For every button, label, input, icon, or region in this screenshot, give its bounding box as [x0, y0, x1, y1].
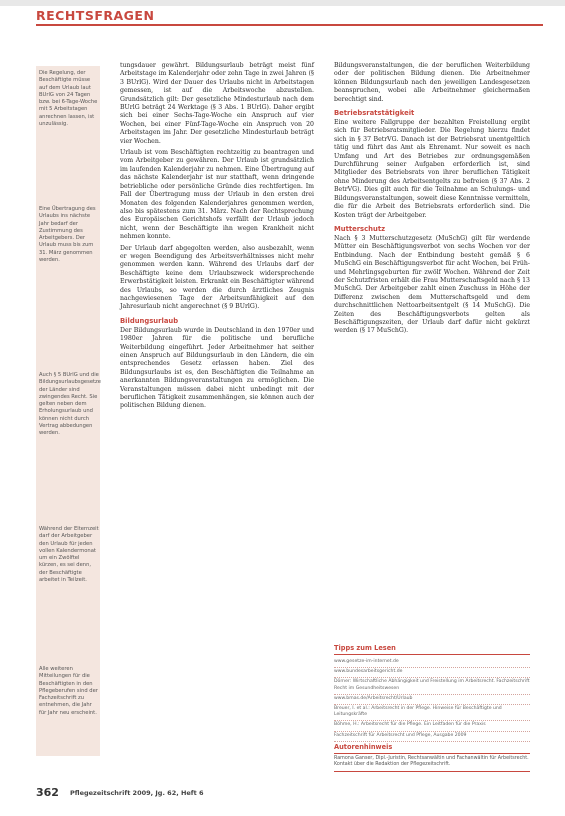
heading-betriebsratstaetigkeit: Betriebsratstätigkeit: [334, 109, 415, 118]
author-note-text: Ramona Ganser, Dipl.-Juristin, Rechtsanwältin und Fachanwältin für Arbeitsrecht. Kontakt über die Redaktion der Pflegezeitschrift.: [334, 756, 530, 772]
reading-tip-item[interactable]: www.bmas.de/Arbeitsrecht/Urlaub: [334, 695, 530, 705]
author-note-title: Autorenhinweis: [334, 743, 530, 754]
margin-note-1: Die Regelung, der Beschäftigte müsse auf dem Urlaub laut BUrlG von 24 Tagen bzw. bei 6-Tage-Woche mit 5 Arbeitstagen anrechnen lassen, ist unzulässig.: [39, 70, 98, 128]
paragraph: Eine weitere Fallgruppe der bezahlten Freistellung ergibt sich für Betriebsratsmitglieder. Die Regelung hierzu findet sich in § 37 BetrVG. Danach ist der Betriebsrat unentgeltlich tätig und führt das Amt als Ehrenamt. Nur soweit es nach Umfang und Art des Betriebes zur ordnungsgemäßen Durchführung seiner Aufgaben erforderlich ist, sind Mitglieder des Betriebsrats von ihrer beruflichen Tätigkeit ohne Minderung des Arbeitsentgelts zu befreien (§ 37 Abs. 2 BetrVG). Dies gilt auch für die Teilnahme an Schulungs- und Bildungsveranstaltungen, soweit diese Kenntnisse vermitteln, die für die Arbeit des Betriebsrats erforderlich sind. Die Kosten trägt der Arbeitgeber.: [334, 119, 530, 219]
margin-note-5: Alle weiteren Mitteilungen für die Beschäftigten in den Pflegeberufen sind der Fachzeitschrift zu entnehmen, die Jahr für Jahr neu erscheint.: [39, 666, 98, 716]
section-title: RECHTSFRAGEN: [36, 8, 155, 23]
heading-bildungsurlaub: Bildungsurlaub: [120, 316, 179, 325]
reading-tips-title: Tipps zum Lesen: [334, 644, 530, 655]
paragraph: Bildungsveranstaltungen, die der beruflichen Weiterbildung oder der politischen Bildung dienen. Die Arbeitnehmer können Bildungsurlaub nach den jeweiligen Landesgesetzen beanspruchen, wobei alle Arbeitnehmer gleichermaßen berechtigt sind.: [334, 62, 530, 103]
header-rule: [36, 24, 543, 26]
margin-notes-column: [36, 66, 100, 756]
page-footer: [36, 786, 536, 800]
text-column-right: [334, 62, 530, 339]
reading-tip-item[interactable]: www.gesetze-im-internet.de: [334, 658, 530, 668]
paragraph: Der Bildungsurlaub wurde in Deutschland in den 1970er und 1980er Jahren für die politische und berufliche Weiterbildung eingeführt. Jeder Arbeitnehmer hat seither einen Anspruch auf Bildungsurlaub in den Ländern, die ein entsprechendes Gesetz erlassen haben. Ziel des Bildungsurlaubs ist es, den Beschäftigten die Teilnahme an anerkannten Bildungsveranstaltungen zu ermöglichen. Die Veranstaltungen müssen dabei nicht unbedingt mit der beruflichen Tätigkeit zusammenhängen, sie können auch der politischen Bildung dienen.: [120, 326, 314, 410]
reading-tip-item: Böhme, H.: Arbeitsrecht für die Pflege. Ein Leitfaden für die Praxis: [334, 721, 530, 731]
header-band: [0, 0, 565, 6]
margin-note-4: Während der Elternzeit darf der Arbeitgeber den Urlaub für jeden vollen Kalendermonat um ein Zwölftel kürzen, es sei denn, der Beschäftigte arbeitet in Teilzeit.: [39, 526, 99, 584]
reading-tip-item[interactable]: www.bundesarbeitsgericht.de: [334, 668, 530, 678]
author-note-box: [334, 743, 530, 772]
reading-tip-item: Breuer, I. et al.: Arbeitsrecht in der Pflege. Hinweise für Beschäftigte und Leitungskräfte: [334, 705, 530, 721]
journal-citation: Pflegezeitschrift 2009, Jg. 62, Heft 6: [70, 789, 204, 797]
paragraph: Nach § 3 Mutterschutzgesetz (MuSchG) gilt für werdende Mütter ein Beschäftigungsverbot von sechs Wochen vor der Entbindung. Nach der Entbindung besteht gemäß § 6 MuSchG ein Beschäftigungsverbot für acht Wochen, bei Früh- und Mehrlingsgeburten für zwölf Wochen. Während der Zeit der Schutzfristen erhält die Frau Mutterschaftsgeld nach § 13 MuSchG. Der Arbeitgeber zahlt einen Zuschuss in Höhe der Differenz zwischen dem Mutterschaftsgeld und dem durchschnittlichen Nettoarbeitsentgelt (§ 14 MuSchG). Die Zeiten des Beschäftigungsverbots gelten als Beschäftigungszeiten, der Urlaub darf dafür nicht gekürzt werden (§ 17 MuSchG).: [334, 234, 530, 335]
heading-mutterschutz: Mutterschutz: [334, 224, 386, 233]
paragraph: Der Urlaub darf abgegolten werden, also ausbezahlt, wenn er wegen Beendigung des Arbeitsverhältnisses nicht mehr genommen werden kann. Während des Urlaubs darf der Beschäftigte keine dem Urlaubszweck widersprechende Erwerbstätigkeit leisten. Erkrankt ein Beschäftigter während des Urlaubs, so werden die durch ärztliches Zeugnis nachgewiesenen Tage der Arbeitsunfähigkeit auf den Jahresurlaub nicht angerechnet (§ 9 BUrlG).: [120, 244, 314, 311]
margin-note-2: Eine Übertragung des Urlaubs ins nächste Jahr bedarf der Zustimmung des Arbeitgebers. Der Urlaub muss bis zum 31. März genommen werden.: [39, 206, 96, 264]
text-column-left: [120, 62, 314, 414]
page-number: 362: [36, 786, 59, 799]
paragraph: Urlaub ist vom Beschäftigten rechtzeitig zu beantragen und vom Arbeitgeber zu gewähren. Der Urlaub ist grundsätzlich im laufenden Kalenderjahr zu nehmen. Eine Übertragung auf das nächste Kalenderjahr ist nur statthaft, wenn dringende betriebliche oder persönliche Gründe dies rechtfertigen. Im Fall der Übertragung muss der Urlaub in den ersten drei Monaten des folgenden Kalenderjahres genommen werden, also bis spätestens zum 31. März. Nach der Rechtsprechung des Europäischen Gerichtshofs verfällt der Urlaub jedoch nicht, wenn der Beschäftigte ihn wegen Krankheit nicht nehmen konnte.: [120, 149, 314, 241]
margin-note-3: Auch § 5 BUrlG und die Bildungsurlaubsgesetze der Länder sind zwingendes Recht. Sie gelten neben dem Erholungsurlaub und können nicht durch Vertrag abbedungen werden.: [39, 372, 101, 437]
reading-tip-item: Dörner: Wirtschaftliche Abhängigkeit und Freistellung im Arbeitsrecht. Fachzeitschrift Recht im Gesundheitswesen: [334, 678, 530, 694]
reading-tip-item: Fachzeitschrift für Arbeitsrecht und Pflege, Ausgabe 2009: [334, 732, 530, 742]
paragraph: tungsdauer gewährt. Bildungsurlaub beträgt meist fünf Arbeitstage im Kalenderjahr oder zehn Tage in zwei Jahren (§ 3 BUrlG). Wird der Dauer des Urlaubs nicht in Arbeitstagen gemessen, ist auf die Arbeitswoche abzustellen. Grundsätzlich gilt: Der gesetzliche Mindesturlaub nach dem BUrlG beträgt 24 Werktage (§ 3 Abs. 1 BUrlG). Daher ergibt sich bei einer Sechs-Tage-Woche ein Anspruch auf vier Wochen, bei einer Fünf-Tage-Woche ein Anspruch von 20 Arbeitstagen im Jahr. Der gesetzliche Mindesturlaub beträgt vier Wochen.: [120, 62, 314, 145]
page-header: [0, 0, 565, 26]
reading-tips-box: [334, 644, 530, 742]
